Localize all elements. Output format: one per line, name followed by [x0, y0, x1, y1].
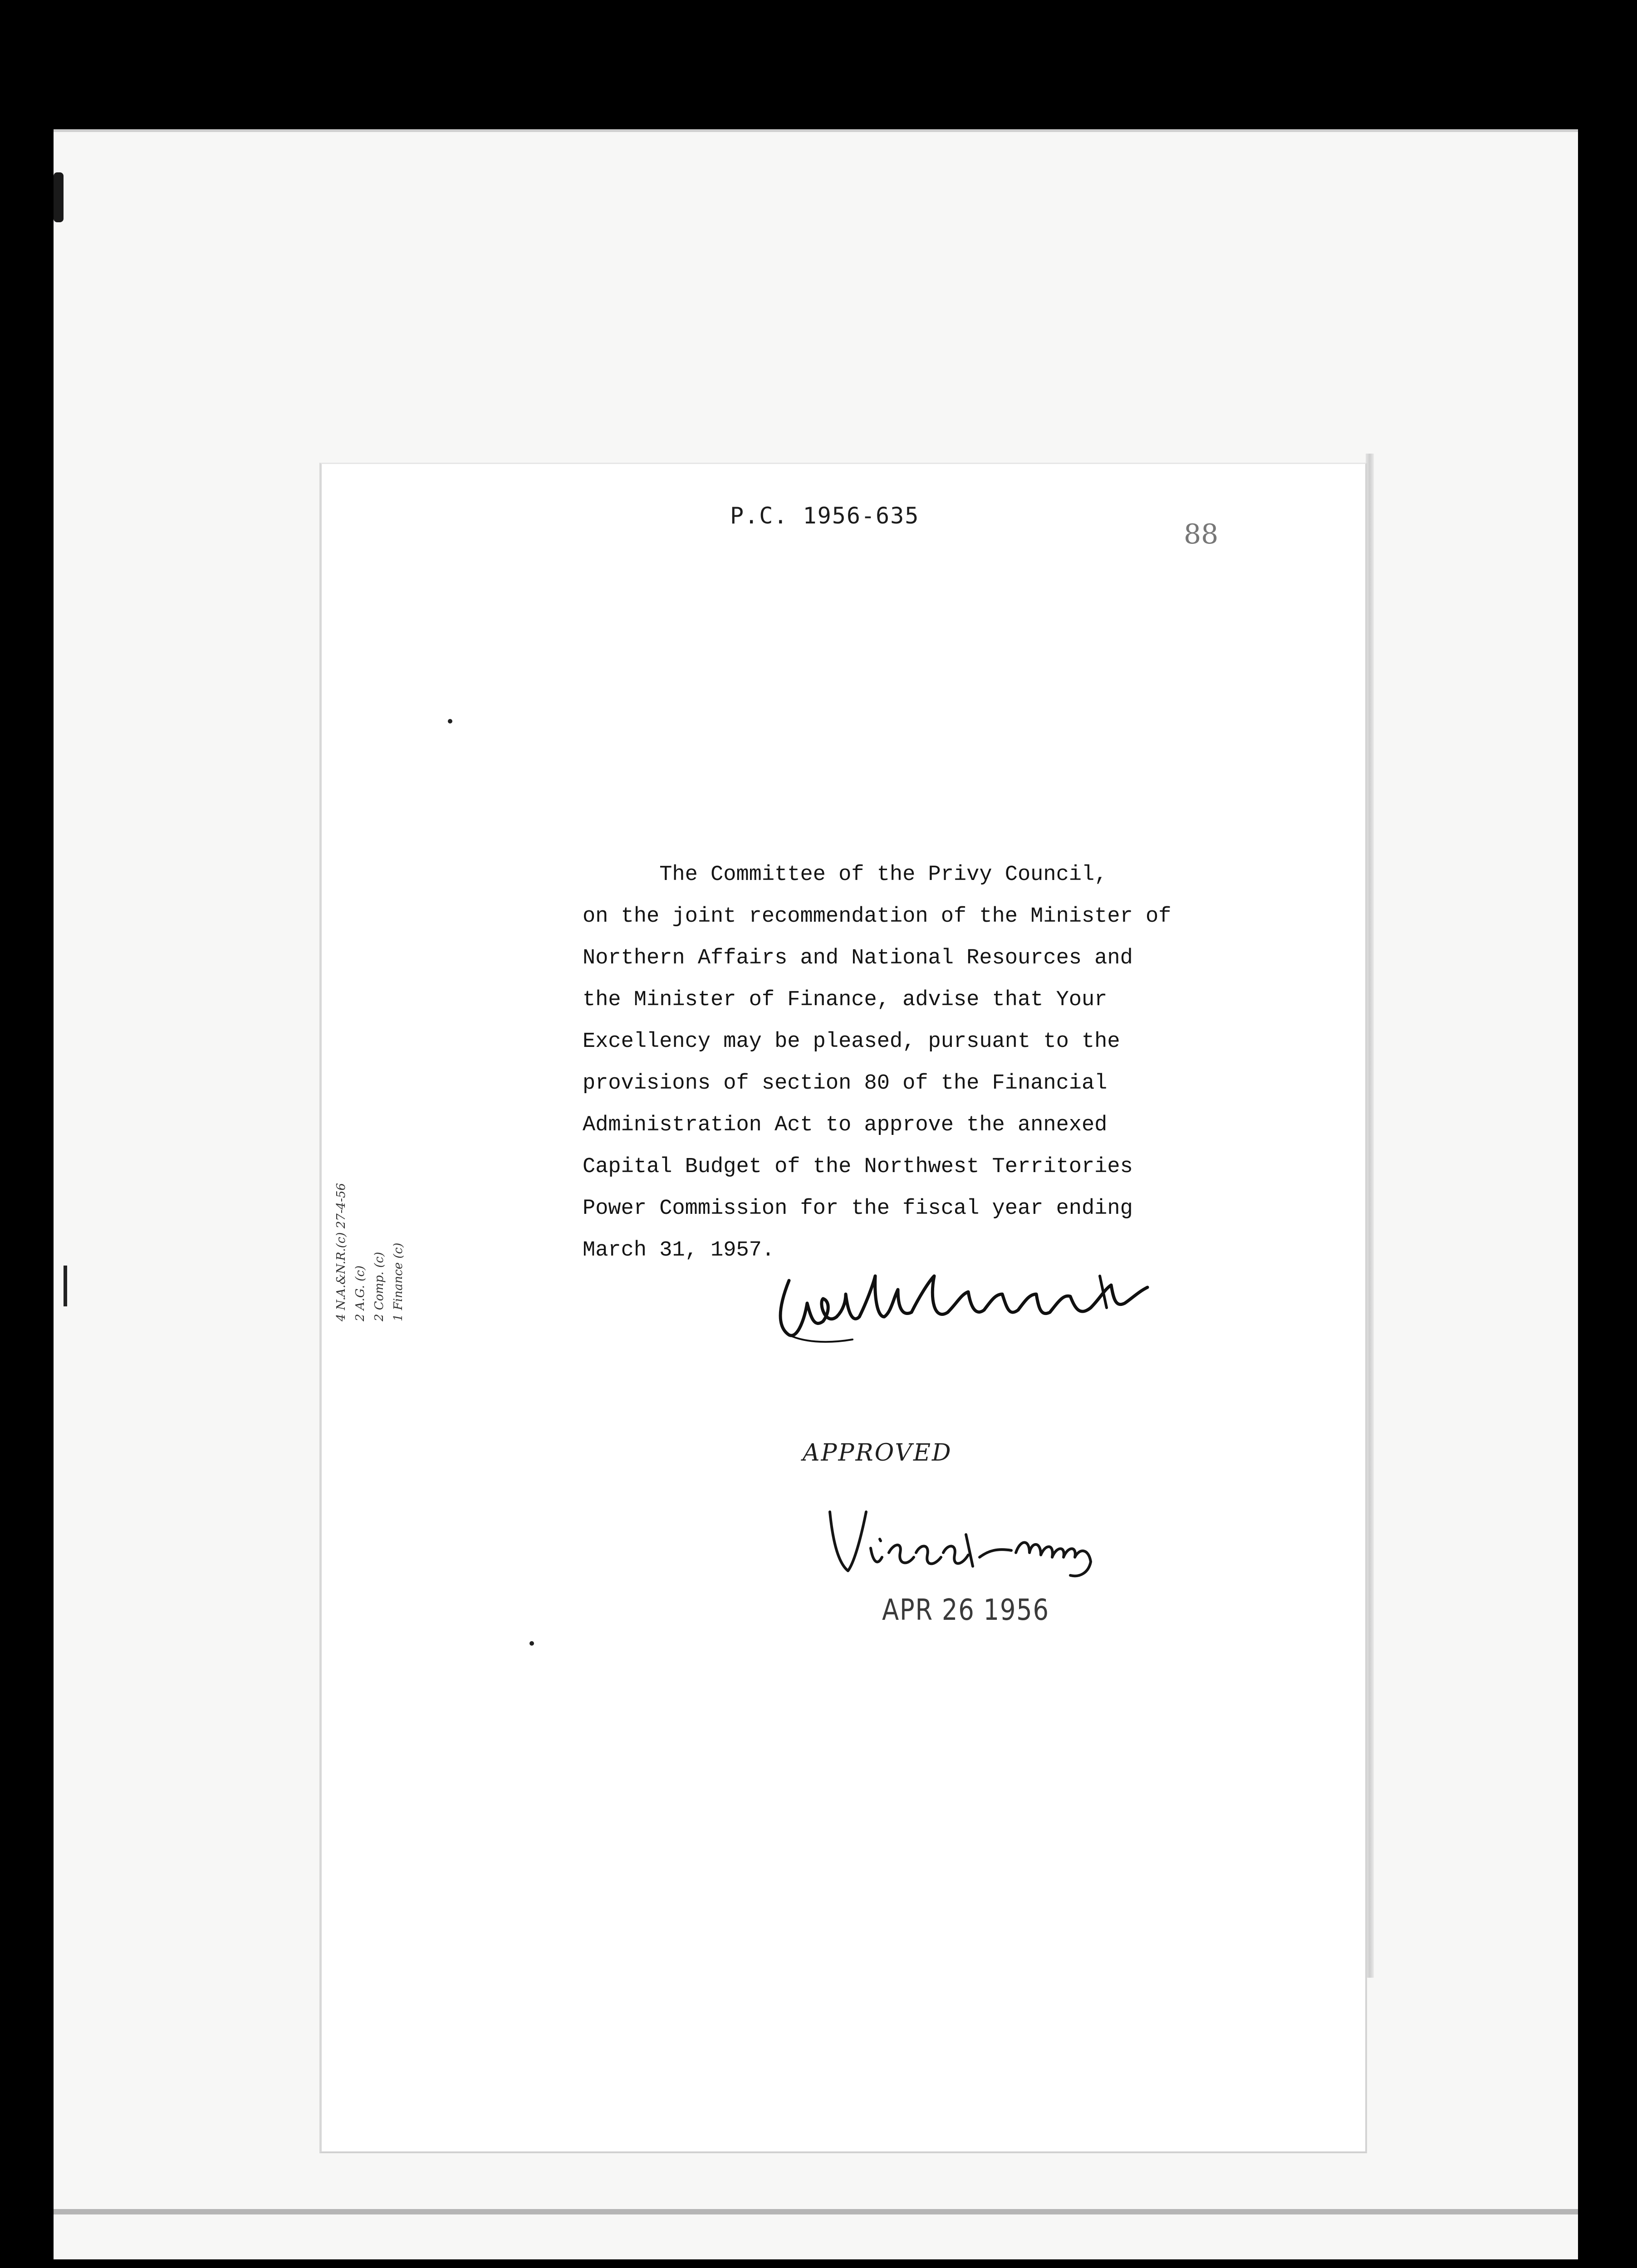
approved-label: APPROVED [803, 1439, 952, 1466]
body-line: Administration Act to approve the annexed [583, 1113, 1108, 1137]
body-line: Power Commission for the fiscal year ending [583, 1197, 1133, 1221]
governor-general-signature [816, 1494, 1107, 1584]
page-number: 88 [1184, 518, 1219, 550]
body-line: provisions of section 80 of the Financial [583, 1071, 1108, 1095]
order-body-text [583, 854, 1299, 1271]
speck [448, 719, 452, 723]
distribution-note-text: 4 N.A.&N.R.(c) 27-4-56 2 A.G. (c) 2 Comp. (c) 1 Finance (c) [334, 1183, 405, 1321]
speck [529, 1641, 534, 1646]
body-line: the Minister of Finance, advise that Your [583, 988, 1108, 1012]
body-line: Northern Affairs and National Resources and [583, 946, 1133, 970]
date-stamp: APR 26 1956 [882, 1593, 1049, 1627]
order-in-council-page [319, 463, 1367, 2153]
body-line: on the joint recommendation of the Minister of [583, 904, 1171, 929]
edge-tick-mark [64, 1266, 67, 1306]
privy-council-signature [762, 1249, 1170, 1349]
body-line: March 31, 1957. [583, 1238, 775, 1262]
body-line: The Committee of the Privy Council, [583, 863, 1108, 887]
binder-mark [54, 172, 64, 222]
background-sheet-edge [54, 2209, 1578, 2214]
distribution-note [326, 1144, 444, 1326]
pc-number: P.C. 1956-635 [730, 503, 920, 529]
body-line: Capital Budget of the Northwest Territories [583, 1155, 1133, 1179]
body-line: Excellency may be pleased, pursuant to the [583, 1030, 1120, 1054]
